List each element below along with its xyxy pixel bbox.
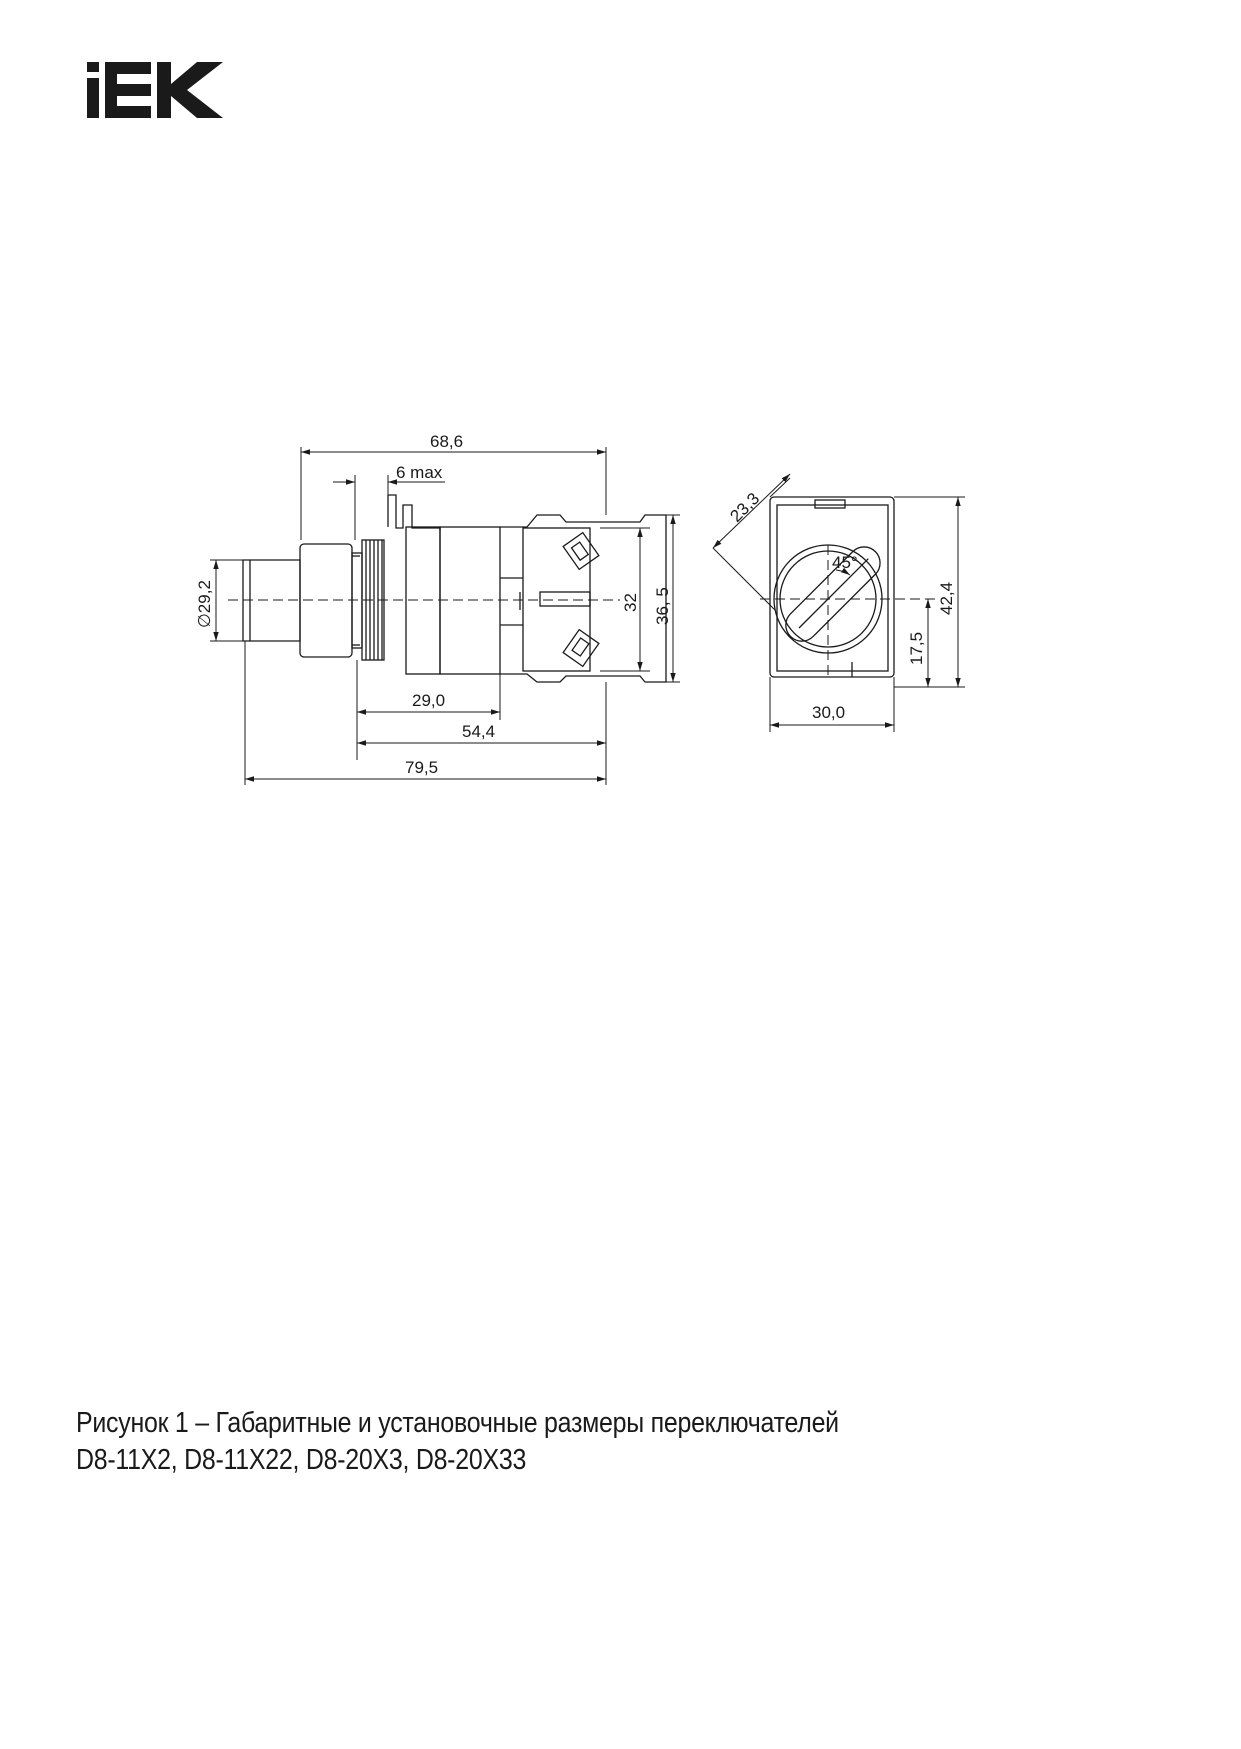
front-view [770,497,894,677]
dim-body-depth: 54,4 [462,722,496,741]
dim-knob-diameter: ∅29,2 [195,580,214,628]
dim-front-height: 42,4 [937,581,956,615]
caption-line-1: Рисунок 1 – Габаритные и установочные размеры переключателей [76,1407,839,1439]
figure-caption [76,1405,839,1479]
dim-diagonal: 23,3 [726,488,764,526]
dim-overall-length: 68,6 [430,432,464,451]
dim-panel-thickness: 6 max [396,463,443,482]
dim-rear-depth: 29,0 [412,691,446,710]
dim-angle: 45° [832,553,858,572]
dim-center-height: 17,5 [907,631,926,665]
caption-line-2: D8-11X2, D8-11X22, D8-20X3, D8-20X33 [76,1444,527,1476]
dim-front-width: 30,0 [812,703,846,722]
dim-total-length: 79,5 [405,758,439,777]
dim-height-outer: 36, 5 [653,587,672,625]
panel-clamp [388,495,440,530]
dim-height-inner: 32 [621,593,640,612]
